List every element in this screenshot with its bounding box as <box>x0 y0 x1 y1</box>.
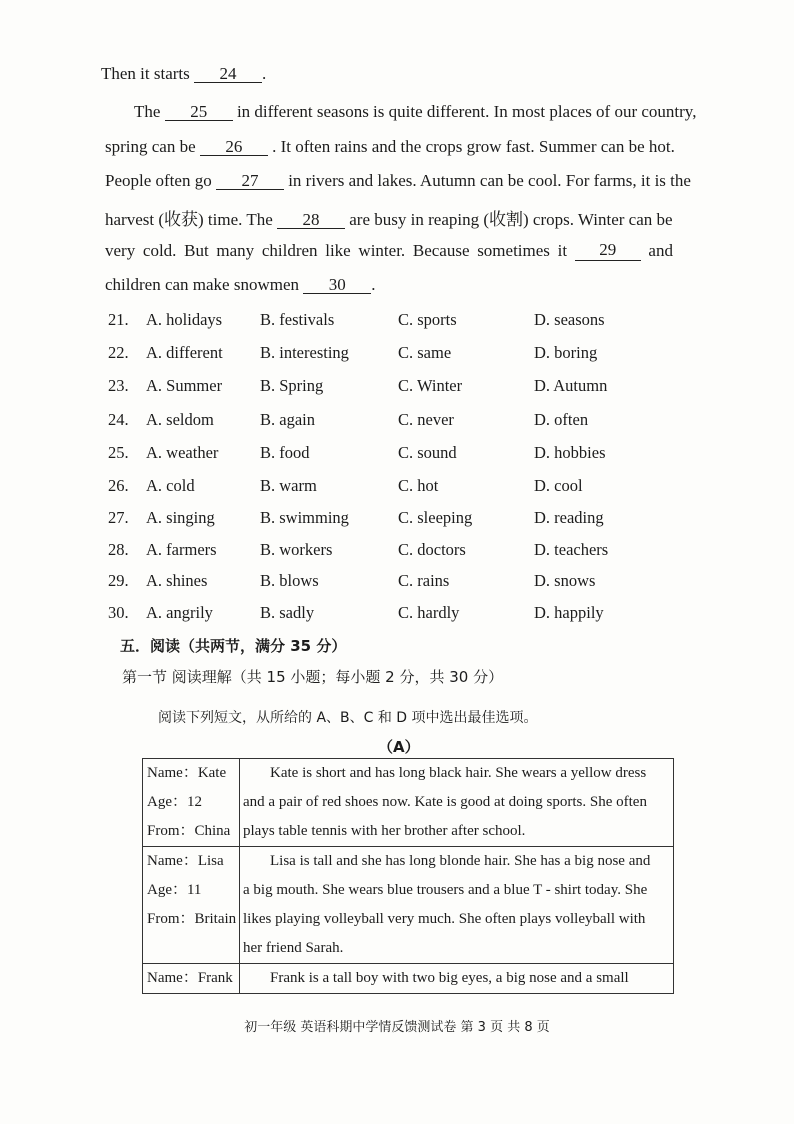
profile-description: Kate is short and has long black hair. She wears a yellow dress and a pair of red shoes now. Kate is good at doing sports. She often plays table tennis with her brother after school. <box>240 759 674 847</box>
profile-meta: Name：Kate Age：12 From：China <box>143 759 240 847</box>
page-footer: 初一年级 英语科期中学情反馈测试卷 第 3 页 共 8 页 <box>244 1020 550 1035</box>
passage-line: The 25 in different seasons is quite different. In most places of our country, <box>134 102 697 121</box>
profile-description: Lisa is tall and she has long blonde hair. She has a big nose and a big mouth. She wears blue trousers and a blue T - shirt today. She likes playing volleyball very much. She often plays volleyball with her friend Sarah. <box>240 847 674 964</box>
passage-line: very cold. But many children like winter. Because sometimes it 29 and <box>105 240 673 260</box>
profile-meta: Name：Lisa Age：11 From：Britain <box>143 847 240 964</box>
table-row <box>143 964 674 994</box>
table-row <box>143 759 674 847</box>
passage-label: （A） <box>378 738 420 756</box>
blank-24: 24 <box>194 65 262 83</box>
blank-26: 26 <box>200 138 268 156</box>
part-heading: 第一节 阅读理解（共 15 小题；每小题 2 分，共 30 分） <box>122 668 504 686</box>
table-row <box>143 847 674 964</box>
blank-30: 30 <box>303 276 371 294</box>
passage-line: children can make snowmen 30 . <box>105 275 376 294</box>
blank-28: 28 <box>277 211 345 229</box>
passage-line: Then it starts 24 . <box>101 64 267 83</box>
passage-line: spring can be 26 . It often rains and the crops grow fast. Summer can be hot. <box>105 137 675 156</box>
profiles-table <box>142 758 674 994</box>
instruction: 阅读下列短文，从所给的 A、B、C 和 D 项中选出最佳选项。 <box>158 710 538 726</box>
blank-29: 29 <box>575 241 641 261</box>
section-heading: 五．阅读（共两节，满分 35 分） <box>120 637 347 655</box>
passage-line: harvest (收获) time. The 28 are busy in reaping (收割) crops. Winter can be <box>105 210 673 229</box>
profile-description: Frank is a tall boy with two big eyes, a big nose and a small <box>240 964 674 994</box>
passage-line: People often go 27 in rivers and lakes. Autumn can be cool. For farms, it is the <box>105 171 691 190</box>
blank-25: 25 <box>165 103 233 121</box>
blank-27: 27 <box>216 172 284 190</box>
profile-meta: Name：Frank <box>143 964 240 994</box>
